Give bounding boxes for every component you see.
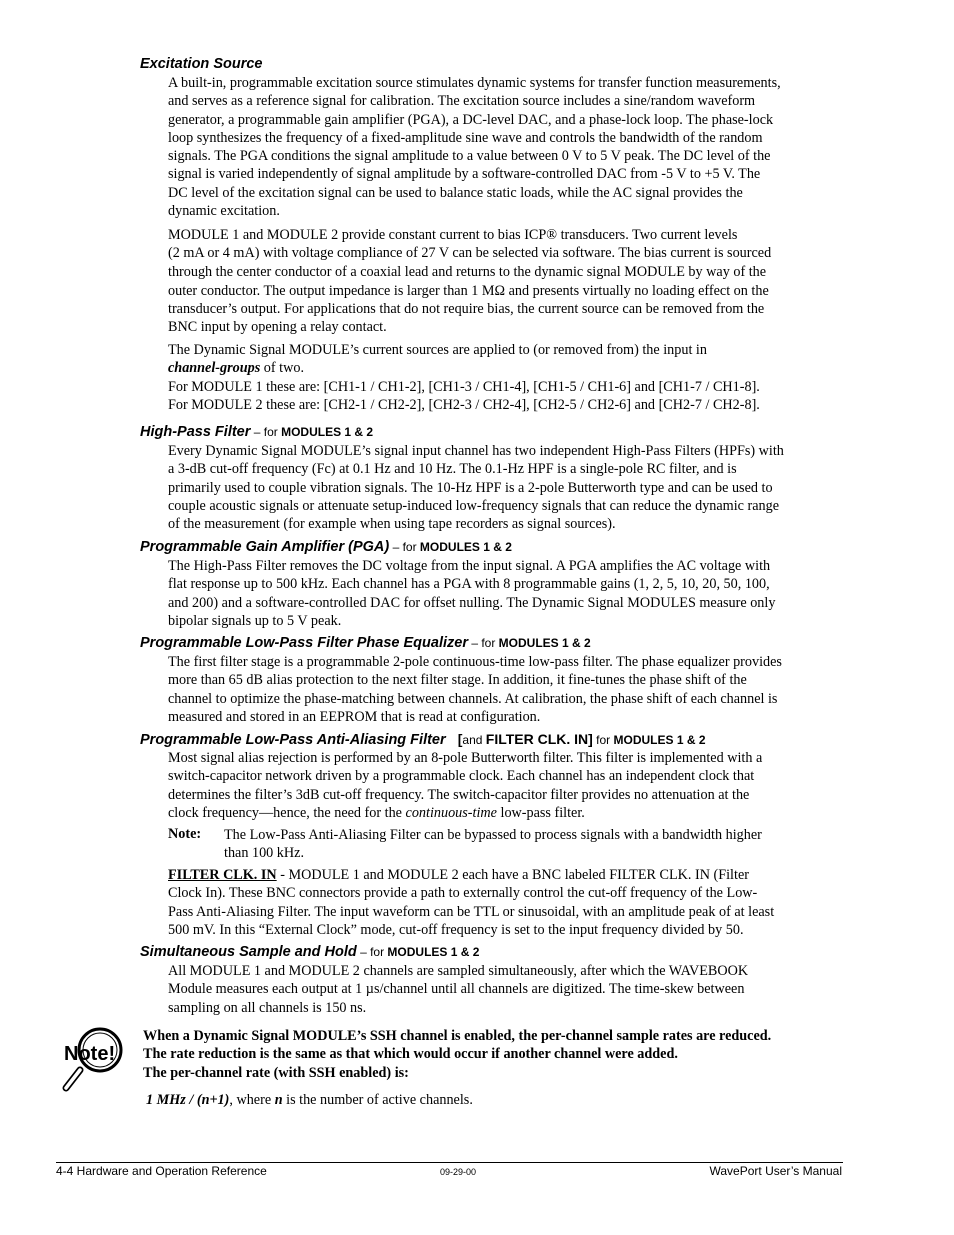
heading-excitation-source: Excitation Source bbox=[140, 56, 263, 72]
footer-right: WavePort User’s Manual bbox=[709, 1164, 842, 1178]
heading-sample-and-hold: Simultaneous Sample and Hold – for MODULES 1 & 2 bbox=[140, 944, 480, 960]
note-label: Note: bbox=[168, 826, 202, 842]
heading-high-pass-filter: High-Pass Filter – for MODULES 1 & 2 bbox=[140, 424, 374, 440]
rate-formula: 1 MHz / (n+1), where n is the number of active channels. bbox=[146, 1092, 473, 1108]
footer-left: 4-4 Hardware and Operation Reference bbox=[56, 1164, 267, 1178]
channel-groups-line: channel-groups of two. bbox=[168, 360, 304, 377]
heading-phase-equalizer: Programmable Low-Pass Filter Phase Equalizer – for MODULES 1 & 2 bbox=[140, 635, 591, 651]
phase-equalizer-paragraph: The first filter stage is a programmable 2-pole continuous-time low-pass filter. The phase equalizer provides more than 65 dB alias protection to the next filter stage. In addition, it fine-tunes the phase shift of the channel to optimize the phase-matching between channels. At calibration, the phase shift of each channel is measured and stored in an EEPROM that is read at configuration. bbox=[168, 654, 782, 725]
heading-pga: Programmable Gain Amplifier (PGA) – for MODULES 1 & 2 bbox=[140, 539, 512, 555]
filter-clk-paragraph: FILTER CLK. IN - MODULE 1 and MODULE 2 each have a BNC labeled FILTER CLK. IN (Filter Clock In). These BNC connectors provide a path to externally control the cut-off frequency of the Low- Pass Anti-Aliasing Filter. The input waveform can be TTL or sinusoidal, with an amplitude peak of at least 500 mV. In this “External Clock” mode, cut-off frequency is set to the input frequency divided by 50. bbox=[168, 867, 775, 938]
excitation-paragraph-1: A built-in, programmable excitation source stimulates dynamic systems for transfer function measurements, and serves as a reference signal for calibration. The excitation source includes a sine/random waveform generator, a programmable gain amplifier (PGA), a DC-level DAC, and a phase-lock loop. The phase-lock loop synthesizes the frequency of a fixed-amplitude sine wave and controls the bandwidth of the random signals. The PGA conditions the signal amplitude to a value between 0 V to 5 V peak. The DC level of the signal is varied independently of signal amplitude by a software-controlled DAC from -5 V to +5 V. The DC level of the excitation signal can be used to balance static loads, while the AC signal provides the dynamic excitation. bbox=[168, 75, 781, 220]
pga-paragraph: The High-Pass Filter removes the DC voltage from the input signal. A PGA amplifies the AC voltage with flat response up to 500 kHz. Each channel has a PGA with 8 programmable gains (1, 2, 5, 10, 20, 50, 100, and 200) and a software-controlled DAC for offset nulling. The Dynamic Signal MODULES measure only bipolar signals up to 5 V peak. bbox=[168, 558, 776, 629]
note-text: The Low-Pass Anti-Aliasing Filter can be bypassed to process signals with a bandwidth higher than 100 kHz. bbox=[224, 827, 762, 862]
excitation-paragraph-2: MODULE 1 and MODULE 2 provide constant current to bias ICP® transducers. Two current levels (2 mA or 4 mA) with voltage compliance of 27 V can be selected via software. The bias current is sourced through the center conductor of a coaxial lead and returns to the dynamic signal MODULE by way of the outer conductor. The output impedance is larger than 1 MΩ and presents virtually no loading effect on the transducer’s output. For applications that do not require bias, the current source can be removed from the BNC input by opening a relay contact. bbox=[168, 227, 772, 336]
note-icon-text: Note! bbox=[64, 1043, 116, 1065]
magnifier-note-icon bbox=[60, 1026, 132, 1094]
anti-aliasing-paragraph: Most signal alias rejection is performed by an 8-pole Butterworth filter. This filter is implemented with a switch-capacitor network driven by a programmable clock. Each channel has an independent clock that determines the filter’s 3dB cut-off frequency. The switch-capacitor filter provides no attenuation at the clock frequency—hence, the need for the continuous-time low-pass filter. bbox=[168, 750, 763, 821]
hpf-paragraph: Every Dynamic Signal MODULE’s signal input channel has two independent High-Pass Filters (HPFs) with a 3-dB cut-off frequency (Fc) at 0.1 Hz and 10 Hz. The 0.1-Hz HPF is a single-pole RC filter, and is primarily used to couple vibration signals. The 10-Hz HPF is a 2-pole Butterworth type and can be used to couple acoustic signals or attenuate setup-induced low-frequency signals that can reduce the dynamic range of the measurement (for example when using tape recorders as signal sources). bbox=[168, 443, 784, 533]
heading-anti-aliasing-filter: Programmable Low-Pass Anti-Aliasing Filter [and FILTER CLK. IN] for MODULES 1 & 2 bbox=[140, 731, 706, 748]
footer-date: 09-29-00 bbox=[440, 1167, 477, 1177]
ssh-note-block: When a Dynamic Signal MODULE’s SSH channel is enabled, the per-channel sample rates are reduced. The rate reduction is the same as that which would occur if another channel were added. The per-channel rate (with SSH enabled) is: bbox=[143, 1028, 772, 1081]
excitation-paragraph-3: The Dynamic Signal MODULE’s current sources are applied to (or removed from) the input in channel-groups of two. For MODULE 1 these are: [CH1-1 / CH1-2], [CH1-3 / CH1-4], [CH1-5 / CH1-6] and [CH1-7 / CH1-8]. For MODULE 2 these are: [CH2-1 / CH2-2], [CH2-3 / CH2-4], [CH2-5 / CH2-6] and [CH2-7 / CH2-8]. bbox=[168, 341, 844, 414]
filter-clk-title: FILTER CLK. IN bbox=[168, 867, 277, 883]
sample-and-hold-paragraph: All MODULE 1 and MODULE 2 channels are sampled simultaneously, after which the WAVEBOOK Module measures each output at 1 µs/channel until all channels are digitized. The time-skew between sampling on all channels is 150 ns. bbox=[168, 963, 749, 1016]
footer-rule bbox=[56, 1162, 843, 1163]
